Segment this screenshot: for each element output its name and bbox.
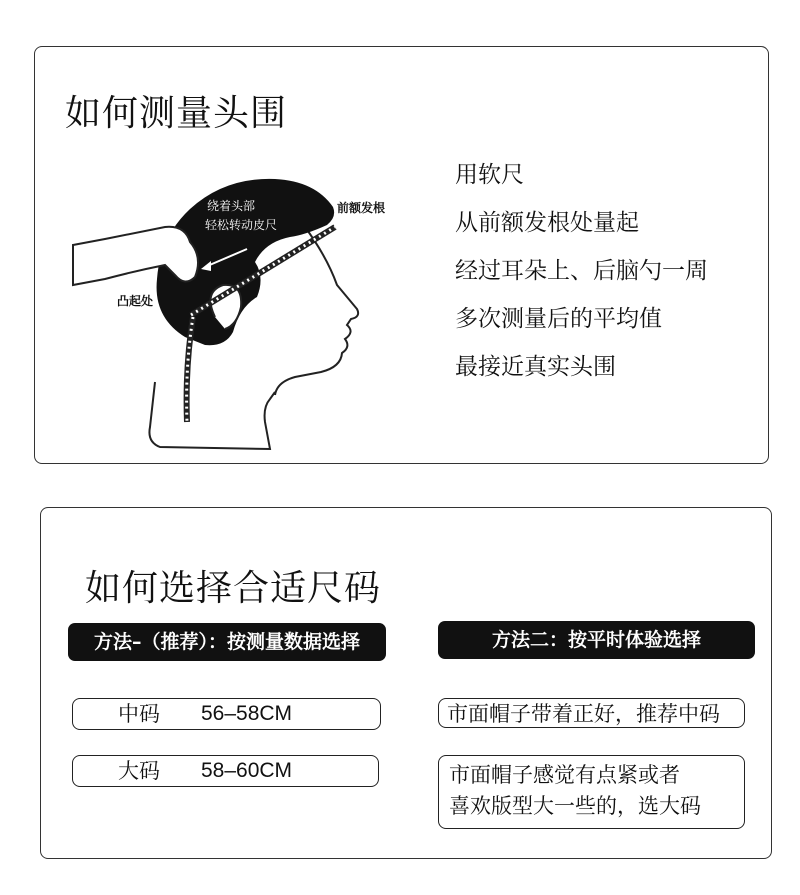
tip-line: 市面帽子感觉有点紧或者	[449, 763, 680, 787]
size-label: 大码	[118, 759, 160, 783]
size-large-row	[72, 755, 379, 787]
measure-steps	[455, 151, 708, 391]
size-medium-row	[72, 698, 381, 730]
tip-line: 喜欢版型大一些的，选大码	[449, 794, 701, 818]
size-range: 58–60CM	[201, 759, 293, 782]
step-item: 多次测量后的平均值	[455, 306, 662, 332]
tip-medium: 市面帽子带着正好，推荐中码	[438, 698, 745, 728]
size-label: 中码	[118, 702, 160, 726]
step-item: 从前额发根处量起	[455, 210, 639, 236]
size-title: 如何选择合适尺码	[85, 568, 382, 609]
step-item: 经过耳朵上、后脑勺一周	[455, 258, 708, 284]
label-bump: 凸起处	[117, 294, 154, 308]
neck-outline	[149, 382, 275, 449]
tip-large	[438, 755, 745, 829]
label-forehead: 前额发根	[337, 201, 385, 215]
head-measure-illustration	[65, 167, 385, 457]
step-item: 最接近真实头围	[455, 354, 616, 380]
method2-header: 方法二：按平时体验选择	[438, 621, 755, 659]
measure-title: 如何测量头围	[65, 93, 288, 134]
step-item: 用软尺	[455, 162, 524, 188]
method1-header: 方法–（推荐）：按测量数据选择	[68, 623, 386, 661]
face-outline	[275, 227, 358, 395]
size-range: 56–58CM	[201, 702, 293, 725]
label-wrap-1: 绕着头部	[207, 199, 256, 213]
measure-card	[34, 46, 769, 464]
hand-shape	[73, 227, 198, 285]
size-card	[40, 507, 772, 859]
label-wrap-2: 轻松转动皮尺	[205, 218, 278, 232]
